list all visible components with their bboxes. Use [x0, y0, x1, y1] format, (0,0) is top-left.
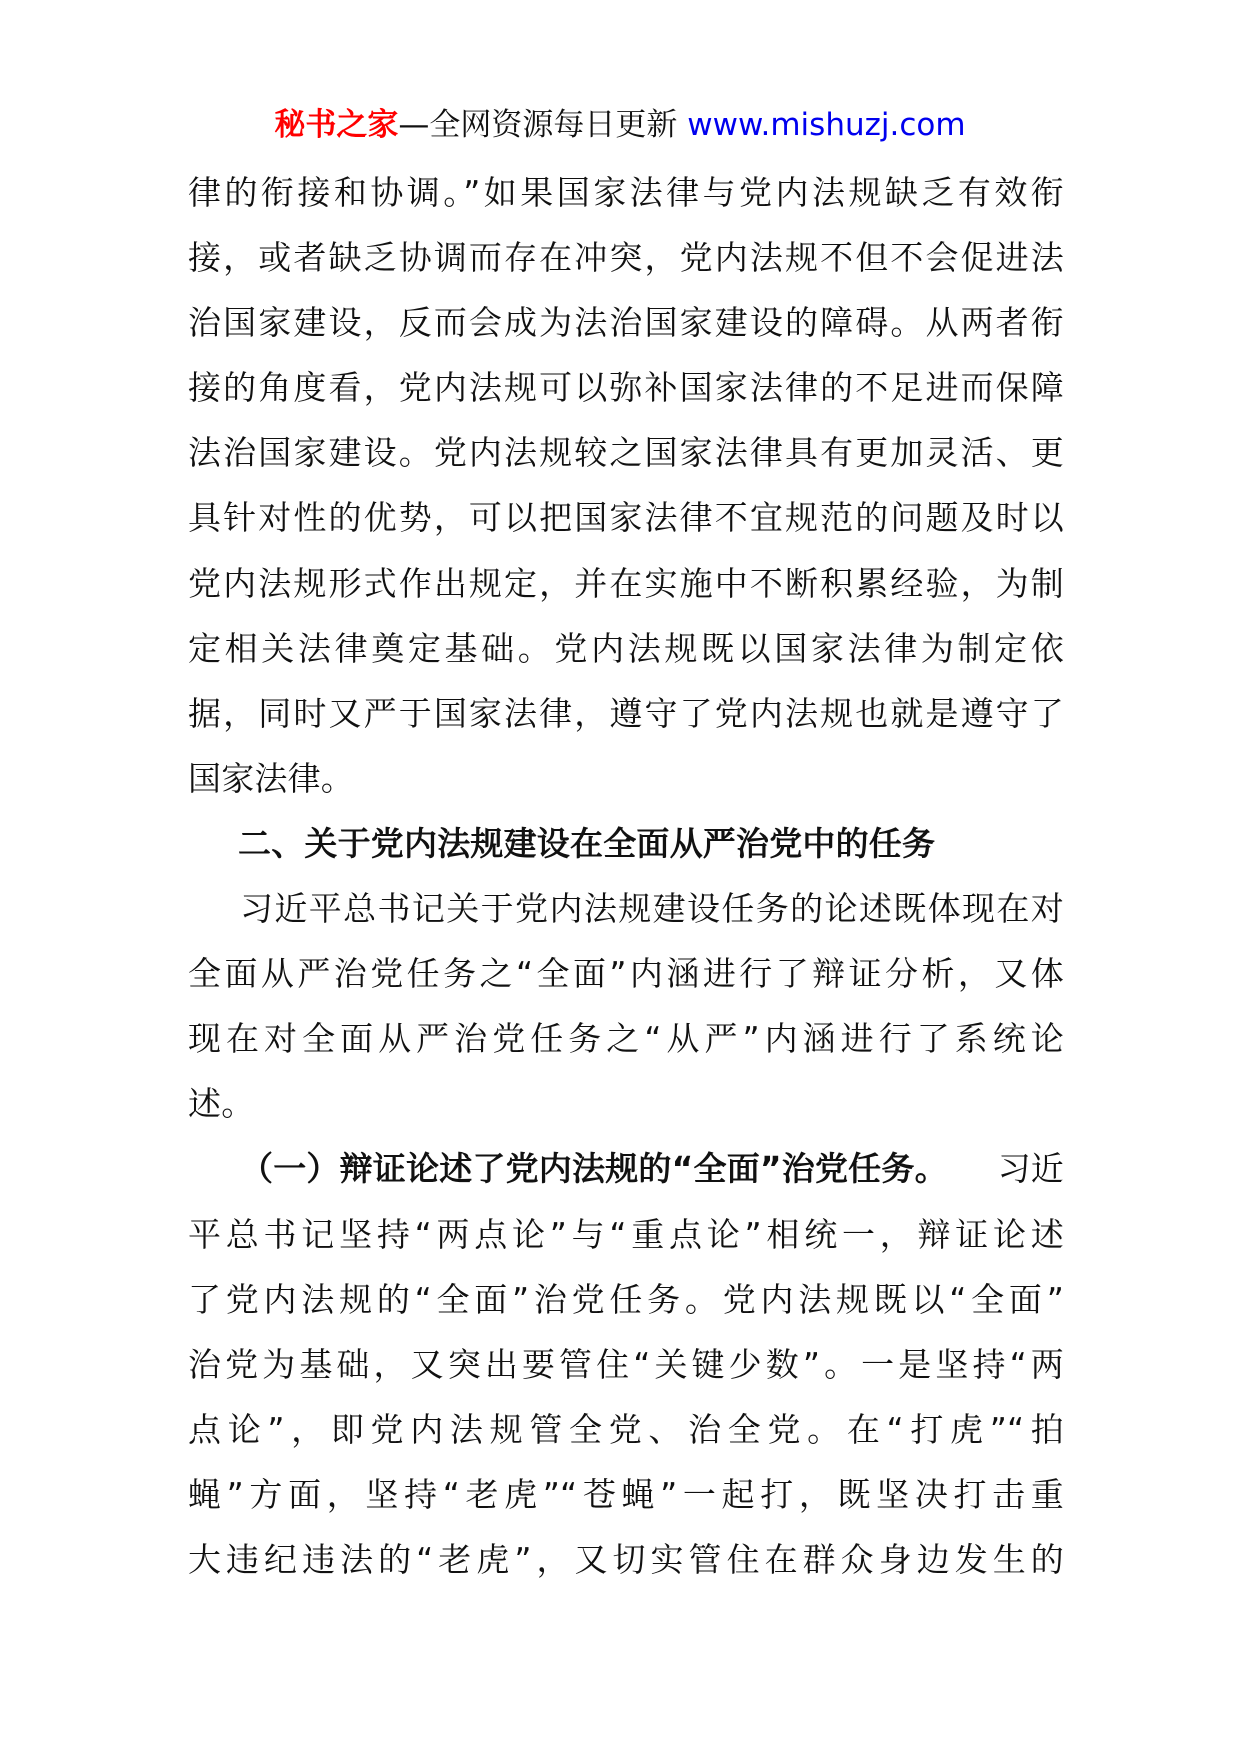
paragraph-line: 法治国家建设。党内法规较之国家法律具有更加灵活、更 [188, 433, 1064, 473]
paragraph-line: 蝇”方面，坚持“老虎”“苍蝇”一起打，既坚决打击重 [188, 1474, 1064, 1514]
section-heading: 二、关于党内法规建设在全面从严治党中的任务 [238, 823, 936, 863]
paragraph-line: 国家法律。 [188, 758, 354, 798]
paragraph-line: 了党内法规的“全面”治党任务。党内法规既以“全面” [188, 1279, 1064, 1319]
paragraph-line: 全面从严治党任务之“全面”内涵进行了辩证分析，又体 [188, 954, 1064, 994]
brand-name: 秘书之家 [274, 107, 399, 143]
paragraph-line: 平总书记坚持“两点论”与“重点论”相统一，辩证论述 [188, 1214, 1064, 1254]
paragraph-line: 现在对全面从严治党任务之“从严”内涵进行了系统论 [188, 1019, 1064, 1059]
header-slogan: —全网资源每日更新 [398, 107, 688, 143]
paragraph-line: 定相关法律奠定基础。党内法规既以国家法律为制定依 [188, 628, 1064, 668]
paragraph-line: 述。 [188, 1084, 255, 1124]
document-body [188, 160, 1064, 1592]
paragraph-line: 据，同时又严于国家法律，遵守了党内法规也就是遵守了 [188, 693, 1064, 733]
page-header [0, 100, 1240, 150]
paragraph-line: 大违纪违法的“老虎”，又切实管住在群众身边发生的 [188, 1539, 1064, 1579]
paragraph-line: 具针对性的优势，可以把国家法律不宜规范的问题及时以 [188, 498, 1064, 538]
paragraph-line: 党内法规形式作出规定，并在实施中不断积累经验，为制 [188, 563, 1064, 603]
paragraph-line: 习近平总书记关于党内法规建设任务的论述既体现在对 [240, 889, 1064, 929]
paragraph-fragment: 习近 [997, 1149, 1064, 1189]
paragraph-line: 点论”，即党内法规管全党、治全党。在“打虎”“拍 [188, 1409, 1064, 1449]
paragraph-line: 治党为基础，又突出要管住“关键少数”。一是坚持“两 [188, 1344, 1064, 1384]
subsection-line [188, 1136, 1064, 1201]
paragraph-line: 接，或者缺乏协调而存在冲突，党内法规不但不会促进法 [188, 238, 1064, 278]
subsection-heading: （一）辩证论述了党内法规的“全面”治党任务。 [240, 1149, 948, 1189]
paragraph-line: 接的角度看，党内法规可以弥补国家法律的不足进而保障 [188, 368, 1064, 408]
website-link[interactable]: www.mishuzj.com [687, 107, 966, 143]
paragraph-line: 律的衔接和协调。”如果国家法律与党内法规缺乏有效衔 [188, 173, 1064, 212]
paragraph-line: 治国家建设，反而会成为法治国家建设的障碍。从两者衔 [188, 303, 1064, 343]
